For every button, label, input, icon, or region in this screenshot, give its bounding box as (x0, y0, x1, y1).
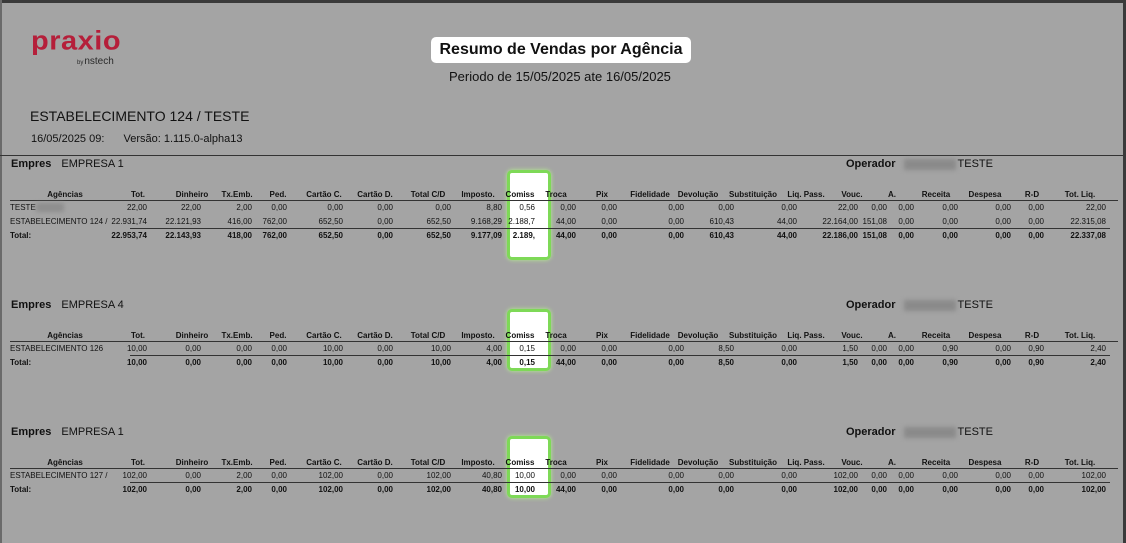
cell-9: 10,00 (514, 471, 535, 480)
total-cell-21: 2,40 (1090, 358, 1106, 367)
cell-17: 0,00 (898, 203, 914, 212)
cell-5: 0,00 (327, 203, 343, 212)
cell-21: 2,40 (1090, 344, 1106, 353)
cell-9: 0,56 (519, 203, 535, 212)
cell-19: 0,00 (995, 217, 1011, 226)
column-header-11: Pix (595, 190, 609, 199)
cell-2: 0,00 (185, 471, 201, 480)
column-header-10: Troca (545, 190, 567, 199)
cell-21: 22.315,08 (1070, 217, 1106, 226)
total-cell-5: 652,50 (318, 231, 343, 240)
cell-4: 0,00 (271, 471, 287, 480)
column-header-6: Cartão D. (357, 458, 393, 467)
column-header-9: Comiss (505, 190, 535, 199)
cell-6: 0,00 (377, 471, 393, 480)
total-cell-3: 418,00 (227, 231, 252, 240)
cell-16: 0,00 (871, 344, 887, 353)
empresa-name: EMPRESA 4 (61, 299, 124, 311)
total-label: Total: (10, 231, 32, 240)
cell-16: 0,00 (871, 471, 887, 480)
total-cell-7: 652,50 (426, 231, 451, 240)
cell-19: 0,00 (995, 203, 1011, 212)
cell-3: 2,00 (236, 471, 252, 480)
cell-0: ESTABELECIMENTO 124 / (10, 217, 108, 226)
empresa-name: EMPRESA 1 (61, 426, 124, 438)
redacted-operator (904, 427, 956, 438)
total-cell-15: 1,50 (842, 358, 858, 367)
cell-1: 22.931,74 (111, 217, 147, 226)
cell-17: 0,00 (898, 471, 914, 480)
cell-2: 22.121,93 (165, 217, 201, 226)
column-header-14: Substituição (728, 458, 778, 467)
total-cell-2: 0,00 (185, 358, 201, 367)
cell-14: 44,00 (776, 217, 797, 226)
cell-17: 0,00 (898, 217, 914, 226)
total-cell-13: 610,43 (709, 231, 734, 240)
column-header-8: Imposto. (461, 458, 495, 467)
total-cell-5: 10,00 (322, 358, 343, 367)
column-header-1: Tot. (130, 331, 146, 340)
column-header-0: Agências (47, 331, 83, 340)
total-cell-13: 8,50 (718, 358, 734, 367)
cell-7: 10,00 (430, 344, 451, 353)
total-cell-15: 102,00 (833, 485, 858, 494)
window-top-border (0, 0, 1126, 3)
cell-12: 0,00 (668, 217, 684, 226)
total-cell-19: 0,00 (995, 231, 1011, 240)
column-header-10: Troca (545, 458, 567, 467)
column-header-21: Tot. Liq. (1064, 190, 1096, 199)
cell-11: 0,00 (601, 217, 617, 226)
total-cell-1: 102,00 (122, 485, 147, 494)
cell-0: TESTE (10, 201, 64, 215)
column-header-15: Liq. Pass. (787, 190, 825, 199)
cell-18: 0,00 (942, 217, 958, 226)
cell-10: 44,00 (555, 217, 576, 226)
total-cell-20: 0,00 (1028, 231, 1044, 240)
total-cell-11: 0,00 (601, 485, 617, 494)
cell-0: ESTABELECIMENTO 126 (10, 344, 104, 353)
column-header-21: Tot. Liq. (1064, 331, 1096, 340)
total-row (10, 229, 1120, 243)
cell-3: 0,00 (236, 344, 252, 353)
redacted-operator (904, 300, 956, 311)
column-header-16: Vouc. (841, 331, 863, 340)
report-version: Versão: 1.115.0-alpha13 (123, 133, 243, 145)
column-header-4: Ped. (269, 458, 287, 467)
column-header-9: Comiss (505, 458, 535, 467)
empresa-caption: Empres (11, 299, 52, 311)
operador-caption: Operador (846, 158, 896, 170)
column-header-11: Pix (595, 331, 609, 340)
total-cell-12: 0,00 (668, 358, 684, 367)
column-header-11: Pix (595, 458, 609, 467)
total-cell-4: 762,00 (262, 231, 287, 240)
cell-11: 0,00 (601, 203, 617, 212)
total-cell-20: 0,00 (1028, 485, 1044, 494)
total-cell-17: 0,00 (898, 231, 914, 240)
cell-4: 762,00 (262, 217, 287, 226)
column-header-17: A. (888, 458, 896, 467)
cell-10: 0,00 (560, 203, 576, 212)
column-header-12: Fidelidade (630, 458, 670, 467)
cell-9: 0,15 (519, 344, 535, 353)
total-cell-7: 102,00 (426, 485, 451, 494)
table-row (10, 201, 1120, 215)
total-cell-5: 102,00 (318, 485, 343, 494)
column-header-3: Tx.Emb. (221, 190, 253, 199)
cell-16: 151,08 (862, 217, 887, 226)
total-row (10, 356, 1120, 370)
logo-sub-text: nstech (84, 56, 114, 67)
cell-10: 0,00 (560, 344, 576, 353)
cell-20: 0,90 (1028, 344, 1044, 353)
column-header-5: Cartão C. (306, 331, 342, 340)
total-cell-3: 0,00 (236, 358, 252, 367)
empresa-label (11, 299, 124, 311)
cell-14: 0,00 (781, 203, 797, 212)
total-label: Total: (10, 358, 32, 367)
total-cell-18: 0,00 (942, 485, 958, 494)
cell-2: 0,00 (185, 344, 201, 353)
column-header-19: Despesa (968, 331, 1002, 340)
cell-15: 22.164,00 (822, 217, 858, 226)
cell-6: 0,00 (377, 203, 393, 212)
total-cell-9: 2.189, (512, 231, 535, 240)
cell-6: 0,00 (377, 344, 393, 353)
column-header-1: Tot. (130, 458, 146, 467)
total-cell-9: 0,15 (519, 358, 535, 367)
column-header-0: Agências (47, 458, 83, 467)
redacted-operator (904, 159, 956, 170)
total-cell-8: 9.177,09 (470, 231, 502, 240)
report-datetime: 16/05/2025 09: (31, 133, 105, 145)
column-header-3: Tx.Emb. (221, 331, 253, 340)
column-header-20: R-D (1024, 190, 1040, 199)
empresa-label (11, 158, 124, 170)
cell-1: 22,00 (126, 203, 147, 212)
cell-2: 22,00 (180, 203, 201, 212)
column-header-12: Fidelidade (630, 331, 670, 340)
cell-5: 102,00 (318, 471, 343, 480)
total-cell-12: 0,00 (668, 231, 684, 240)
total-cell-18: 0,90 (942, 358, 958, 367)
cell-7: 0,00 (435, 203, 451, 212)
column-header-13: Devolução (677, 331, 719, 340)
cell-8: 4,00 (486, 344, 502, 353)
total-cell-3: 2,00 (236, 485, 252, 494)
operador-name: TESTE (957, 299, 993, 311)
empresa-name: EMPRESA 1 (61, 158, 124, 170)
total-cell-8: 40,80 (481, 485, 502, 494)
cell-17: 0,00 (898, 344, 914, 353)
column-header-8: Imposto. (461, 190, 495, 199)
cell-8: 40,80 (481, 471, 502, 480)
total-cell-21: 22.337,08 (1070, 231, 1106, 240)
operador-caption: Operador (846, 426, 896, 438)
agency-section-1 (0, 158, 1123, 263)
total-cell-6: 0,00 (377, 231, 393, 240)
total-label: Total: (10, 485, 32, 494)
agency-section-2 (0, 299, 1123, 404)
column-header-12: Fidelidade (630, 190, 670, 199)
column-header-13: Devolução (677, 458, 719, 467)
total-cell-2: 0,00 (185, 485, 201, 494)
column-header-16: Vouc. (841, 458, 863, 467)
cell-1: 102,00 (122, 471, 147, 480)
column-header-2: Dinheiro (175, 458, 209, 467)
column-header-14: Substituição (728, 331, 778, 340)
cell-5: 652,50 (318, 217, 343, 226)
column-header-4: Ped. (269, 190, 287, 199)
report-title: Resumo de Vendas por Agência (431, 37, 691, 63)
total-cell-17: 0,00 (898, 485, 914, 494)
cell-20: 0,00 (1028, 217, 1044, 226)
report-period: Periodo de 15/05/2025 ate 16/05/2025 (449, 69, 671, 84)
table-row (10, 215, 1120, 229)
total-cell-21: 102,00 (1081, 485, 1106, 494)
column-header-7: Total C/D (410, 190, 446, 199)
column-header-20: R-D (1024, 331, 1040, 340)
total-cell-14: 44,00 (776, 231, 797, 240)
total-cell-10: 44,00 (555, 231, 576, 240)
table-row (10, 342, 1120, 356)
empresa-caption: Empres (11, 158, 52, 170)
total-cell-15: 22.186,00 (822, 231, 858, 240)
column-header-15: Liq. Pass. (787, 458, 825, 467)
total-cell-19: 0,00 (995, 485, 1011, 494)
cell-18: 0,00 (942, 471, 958, 480)
total-cell-14: 0,00 (781, 485, 797, 494)
cell-3: 416,00 (227, 217, 252, 226)
column-header-2: Dinheiro (175, 331, 209, 340)
cell-4: 0,00 (271, 203, 287, 212)
cell-11: 0,00 (601, 471, 617, 480)
column-header-17: A. (888, 331, 896, 340)
total-cell-16: 0,00 (871, 485, 887, 494)
column-header-5: Cartão C. (306, 190, 342, 199)
cell-18: 0,00 (942, 203, 958, 212)
operador-name: TESTE (957, 158, 993, 170)
total-cell-18: 0,00 (942, 231, 958, 240)
cell-20: 0,00 (1028, 203, 1044, 212)
cell-7: 652,50 (426, 217, 451, 226)
table-row (10, 469, 1120, 483)
column-header-8: Imposto. (461, 331, 495, 340)
cell-14: 0,00 (781, 471, 797, 480)
column-header-4: Ped. (269, 331, 287, 340)
column-header-7: Total C/D (410, 458, 446, 467)
column-header-14: Substituição (728, 190, 778, 199)
cell-11: 0,00 (601, 344, 617, 353)
cell-9: 2.188,7 (508, 217, 535, 226)
total-cell-20: 0,90 (1028, 358, 1044, 367)
column-header-1: Tot. (130, 190, 146, 199)
total-cell-12: 0,00 (668, 485, 684, 494)
total-cell-8: 4,00 (486, 358, 502, 367)
agency-section-3 (0, 426, 1123, 531)
total-cell-4: 0,00 (271, 485, 287, 494)
column-header-13: Devolução (677, 190, 719, 199)
logo-brand: praxio (31, 26, 122, 56)
column-header-20: R-D (1024, 458, 1040, 467)
operador-caption: Operador (846, 299, 896, 311)
cell-16: 0,00 (871, 203, 887, 212)
total-cell-13: 0,00 (718, 485, 734, 494)
column-header-17: A. (888, 190, 896, 199)
column-header-3: Tx.Emb. (221, 458, 253, 467)
total-cell-7: 10,00 (430, 358, 451, 367)
cell-5: 10,00 (322, 344, 343, 353)
cell-12: 0,00 (668, 344, 684, 353)
column-header-18: Receita (921, 190, 951, 199)
cell-3: 2,00 (236, 203, 252, 212)
column-header-18: Receita (921, 458, 951, 467)
cell-20: 0,00 (1028, 471, 1044, 480)
column-header-5: Cartão C. (306, 458, 342, 467)
total-cell-10: 44,00 (555, 485, 576, 494)
cell-15: 102,00 (833, 471, 858, 480)
total-cell-2: 22.143,93 (165, 231, 201, 240)
cell-12: 0,00 (668, 471, 684, 480)
column-header-21: Tot. Liq. (1064, 458, 1096, 467)
column-header-7: Total C/D (410, 331, 446, 340)
cell-14: 0,00 (781, 344, 797, 353)
total-cell-16: 0,00 (871, 358, 887, 367)
cell-6: 0,00 (377, 217, 393, 226)
cell-12: 0,00 (668, 203, 684, 212)
cell-15: 1,50 (842, 344, 858, 353)
total-cell-9: 10,00 (514, 485, 535, 494)
column-header-16: Vouc. (841, 190, 863, 199)
praxio-logo (31, 26, 122, 67)
cell-18: 0,90 (942, 344, 958, 353)
cell-1: 10,00 (126, 344, 147, 353)
total-cell-1: 22.953,74 (111, 231, 147, 240)
estabelecimento-header: ESTABELECIMENTO 124 / TESTE (30, 108, 250, 124)
cell-15: 22,00 (837, 203, 858, 212)
column-header-19: Despesa (968, 458, 1002, 467)
total-cell-19: 0,00 (995, 358, 1011, 367)
cell-19: 0,00 (995, 471, 1011, 480)
column-header-10: Troca (545, 331, 567, 340)
cell-0: ESTABELECIMENTO 127 / (10, 471, 108, 480)
logo-sub (77, 56, 114, 67)
total-cell-17: 0,00 (898, 358, 914, 367)
operador-label (846, 426, 993, 438)
operador-label (846, 299, 993, 311)
cell-13: 0,00 (718, 471, 734, 480)
cell-21: 22,00 (1085, 203, 1106, 212)
column-header-15: Liq. Pass. (787, 331, 825, 340)
cell-13: 610,43 (709, 217, 734, 226)
column-header-19: Despesa (968, 190, 1002, 199)
cell-10: 0,00 (560, 471, 576, 480)
total-cell-11: 0,00 (601, 231, 617, 240)
column-header-6: Cartão D. (357, 190, 393, 199)
operador-label (846, 158, 993, 170)
cell-13: 8,50 (718, 344, 734, 353)
total-cell-6: 0,00 (377, 485, 393, 494)
total-cell-1: 10,00 (126, 358, 147, 367)
cell-8: 8,80 (486, 203, 502, 212)
total-cell-6: 0,00 (377, 358, 393, 367)
total-cell-10: 44,00 (555, 358, 576, 367)
cell-7: 102,00 (426, 471, 451, 480)
cell-19: 0,00 (995, 344, 1011, 353)
total-cell-14: 0,00 (781, 358, 797, 367)
cell-8: 9.168,29 (470, 217, 502, 226)
empresa-label (11, 426, 124, 438)
total-cell-11: 0,00 (601, 358, 617, 367)
report-meta (31, 133, 243, 145)
column-header-6: Cartão D. (357, 331, 393, 340)
cell-4: 0,00 (271, 344, 287, 353)
operador-name: TESTE (957, 426, 993, 438)
column-header-18: Receita (921, 331, 951, 340)
empresa-caption: Empres (11, 426, 52, 438)
total-row (10, 483, 1120, 497)
logo-by: by (77, 60, 84, 66)
header-divider (0, 155, 1123, 156)
redacted-agency (36, 203, 64, 212)
column-header-2: Dinheiro (175, 190, 209, 199)
total-cell-4: 0,00 (271, 358, 287, 367)
column-header-0: Agências (47, 190, 83, 199)
total-cell-16: 151,08 (862, 231, 887, 240)
cell-21: 102,00 (1081, 471, 1106, 480)
column-header-9: Comiss (505, 331, 535, 340)
cell-13: 0,00 (718, 203, 734, 212)
